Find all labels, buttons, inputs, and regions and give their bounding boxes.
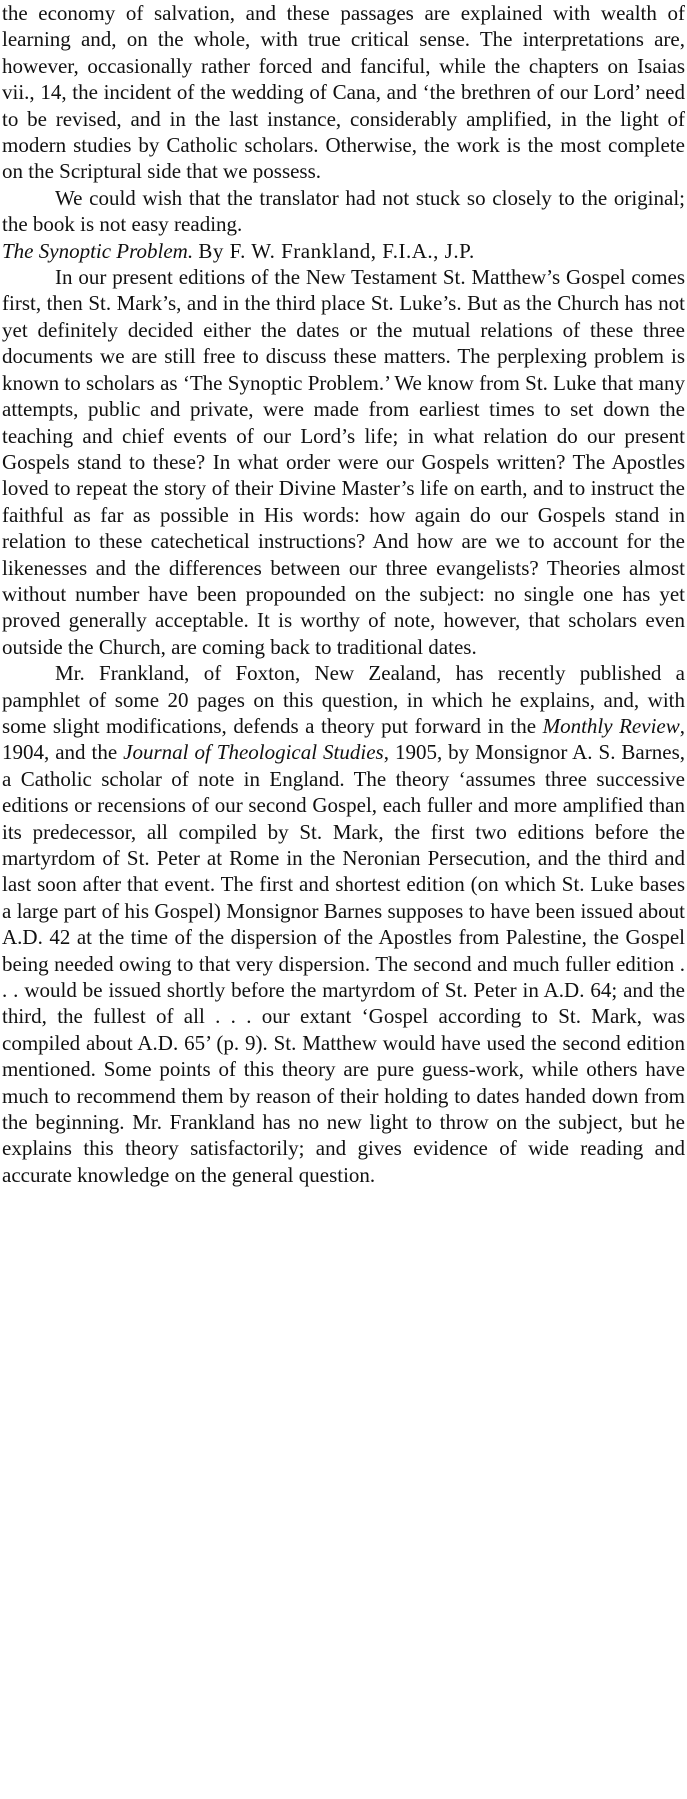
review-paragraph-2-part1: Mr. Frankland, of Foxton, New Zealand, has recently published a pamphlet of some 20 pages on this question, in which he explains, and, with some slight modifications, defends a theory put forward in the (2, 661, 685, 738)
review-paragraph-2-part2: , 1904, and the (2, 713, 685, 765)
review-paragraph-1: In our present editions of the New Testament St. Matthew’s Gospel comes first, then St. Mark’s, and in the third place St. Luke’s. But as the Church has not yet definitely decided either the dates or the mutual relations of these three documents we are still free to discuss these matters. The perplexing problem is known to scholars as ‘The Synoptic Problem.’ We know from St. Luke that many attempts, public and private, were made from earliest times to set down the teaching and chief events of our Lord’s life; in what relation do our present Gospels stand to these? In what order were our Gospels written? The Apostles loved to repeat the story of their Divine Master’s life on earth, and to instruct the faithful as far as possible in His words: how again do our Gospels stand in relation to these catechetical instructions? And how are we to account for the likenesses and the differences between our three evangelists? Theories almost without number have been propounded on the subject: no single one has yet proved generally acceptable. It is worthy of note, however, that scholars even outside the Church, are coming back to traditional dates. (2, 265, 685, 659)
review-paragraph-2 (2, 660, 685, 1188)
journal-theological-studies: Journal of Theological Studies (123, 740, 384, 765)
review-title: The Synoptic Problem. (2, 238, 194, 263)
review-paragraph-2-part3: , 1905, by Monsignor A. S. Barnes, a Catholic scholar of note in England. The theory ‘assumes three successive editions or recensions of our second Gospel, each fuller and more amplified than its predecessor, all compiled by St. Mark, the first two editions before the martyrdom of St. Peter at Rome in the Neronian Persecution, and the third and last soon after that event. The first and shortest edition (on which St. Luke bases a large part of his Gospel) Monsignor Barnes supposes to have been issued about A.D. 42 at the time of the dispersion of the Apostles from Palestine, the Gospel being needed owing to that very dispersion. The second and much fuller edition . . . would be issued shortly before the martyrdom of St. Peter in A.D. 64; and the third, the fullest of all . . . our extant ‘Gospel according to St. Mark, was compiled about A.D. 65’ (p. 9). St. Matthew would have used the second edition mentioned. Some points of this theory are pure guess-work, while others have much to recommend them by reason of their holding to dates handed down from the beginning. Mr. Frankland has no new light to throw on the subject, but he explains this theory satisfactorily; and gives evidence of wide reading and accurate knowledge on the general question. (2, 740, 685, 1187)
continuation-paragraph: the economy of salvation, and these passages are explained with wealth of learning and, on the whole, with true critical sense. The interpretations are, however, occasionally rather forced and fanciful, while the chapters on Isaias vii., 14, the incident of the wedding of Cana, and ‘the brethren of our Lord’ need to be revised, and in the last instance, considerably amplified, in the light of modern studies by Catholic scholars. Otherwise, the work is the most complete on the Scriptural side that we possess. (2, 1, 685, 184)
review-heading (2, 238, 685, 264)
review-byline: By F. W. Frankland, F.I.A., J.P. (198, 238, 475, 263)
journal-monthly-review: Monthly Review (542, 713, 680, 738)
translator-note-paragraph: We could wish that the translator had not stuck so closely to the original; the book is not easy reading. (2, 185, 685, 237)
